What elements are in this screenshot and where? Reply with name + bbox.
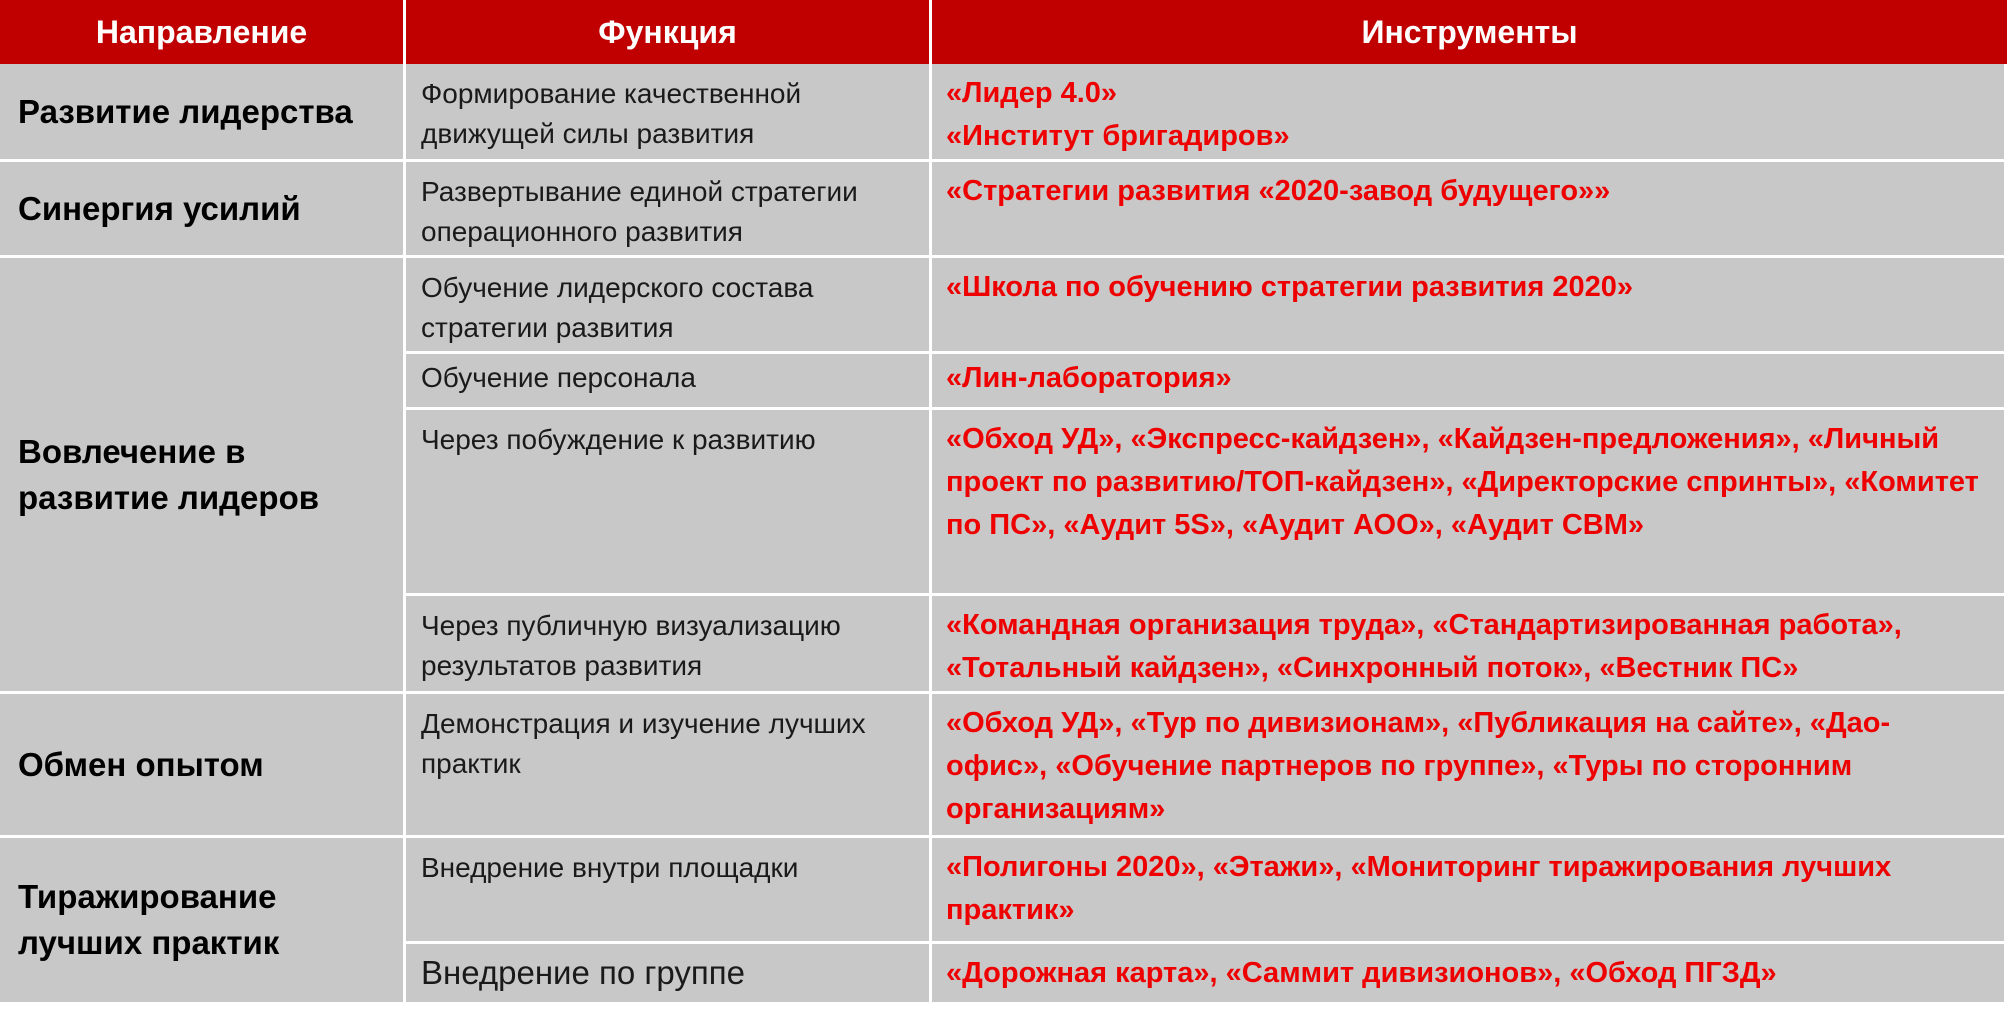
- tools-cell: «Стратегии развития «2020-завод будущего»»: [932, 162, 2007, 258]
- header-function: Функция: [406, 0, 932, 64]
- tool-item: «Институт бригадиров»: [946, 120, 1290, 152]
- direction-engagement: [0, 258, 406, 694]
- direction-leadership: [0, 64, 406, 162]
- direction-label: Вовлечение в развитие лидеров: [18, 432, 320, 516]
- direction-label: Синергия усилий: [18, 189, 301, 227]
- tools-cell: «Дорожная карта», «Саммит дивизионов», «Обход ПГЗД»: [932, 944, 2007, 1005]
- function-cell: Обучение персонала: [406, 354, 932, 410]
- function-cell: Внедрение по группе: [406, 944, 932, 1005]
- direction-label: Обмен опытом: [18, 745, 264, 783]
- tool-item: «Лидер 4.0»: [946, 77, 1118, 109]
- tools-cell: «Лин-лаборатория»: [932, 354, 2007, 410]
- tools-cell: «Обход УД», «Экспресс-кайдзен», «Кайдзен-предложения», «Личный проект по развитию/ТОП-кайдзен», «Директорские спринты», «Комитет по ПС», «Аудит 5S», «Аудит АОО», «Аудит СВМ»: [932, 410, 2007, 596]
- function-cell: Обучение лидерского состава стратегии развития: [406, 258, 932, 354]
- function-cell: Формирование качественной движущей силы развития: [406, 64, 932, 162]
- function-cell: Демонстрация и изучение лучших практик: [406, 694, 932, 838]
- direction-label: Тиражирование лучших практик: [18, 878, 280, 961]
- tools-cell: «Командная организация труда», «Стандартизированная работа», «Тотальный кайдзен», «Синхронный поток», «Вестник ПС»: [932, 596, 2007, 694]
- function-cell: Через публичную визуализацию результатов развития: [406, 596, 932, 694]
- header-tools: Инструменты: [932, 0, 2007, 64]
- tools-cell: «Обход УД», «Тур по дивизионам», «Публикация на сайте», «Дао-офис», «Обучение партнеров по группе», «Туры по сторонним организациям»: [932, 694, 2007, 838]
- direction-replication: [0, 838, 406, 1005]
- direction-label: Развитие лидерства: [18, 92, 353, 130]
- direction-experience-exchange: [0, 694, 406, 838]
- direction-synergy: [0, 162, 406, 258]
- tools-cell: «Школа по обучению стратегии развития 2020»: [932, 258, 2007, 354]
- function-cell: Внедрение внутри площадки: [406, 838, 932, 944]
- tools-cell: «Полигоны 2020», «Этажи», «Мониторинг тиражирования лучших практик»: [932, 838, 2007, 944]
- header-direction: Направление: [0, 0, 406, 64]
- tools-cell: [932, 64, 2007, 162]
- function-cell: Через побуждение к развитию: [406, 410, 932, 596]
- function-cell: Развертывание единой стратегии операционного развития: [406, 162, 932, 258]
